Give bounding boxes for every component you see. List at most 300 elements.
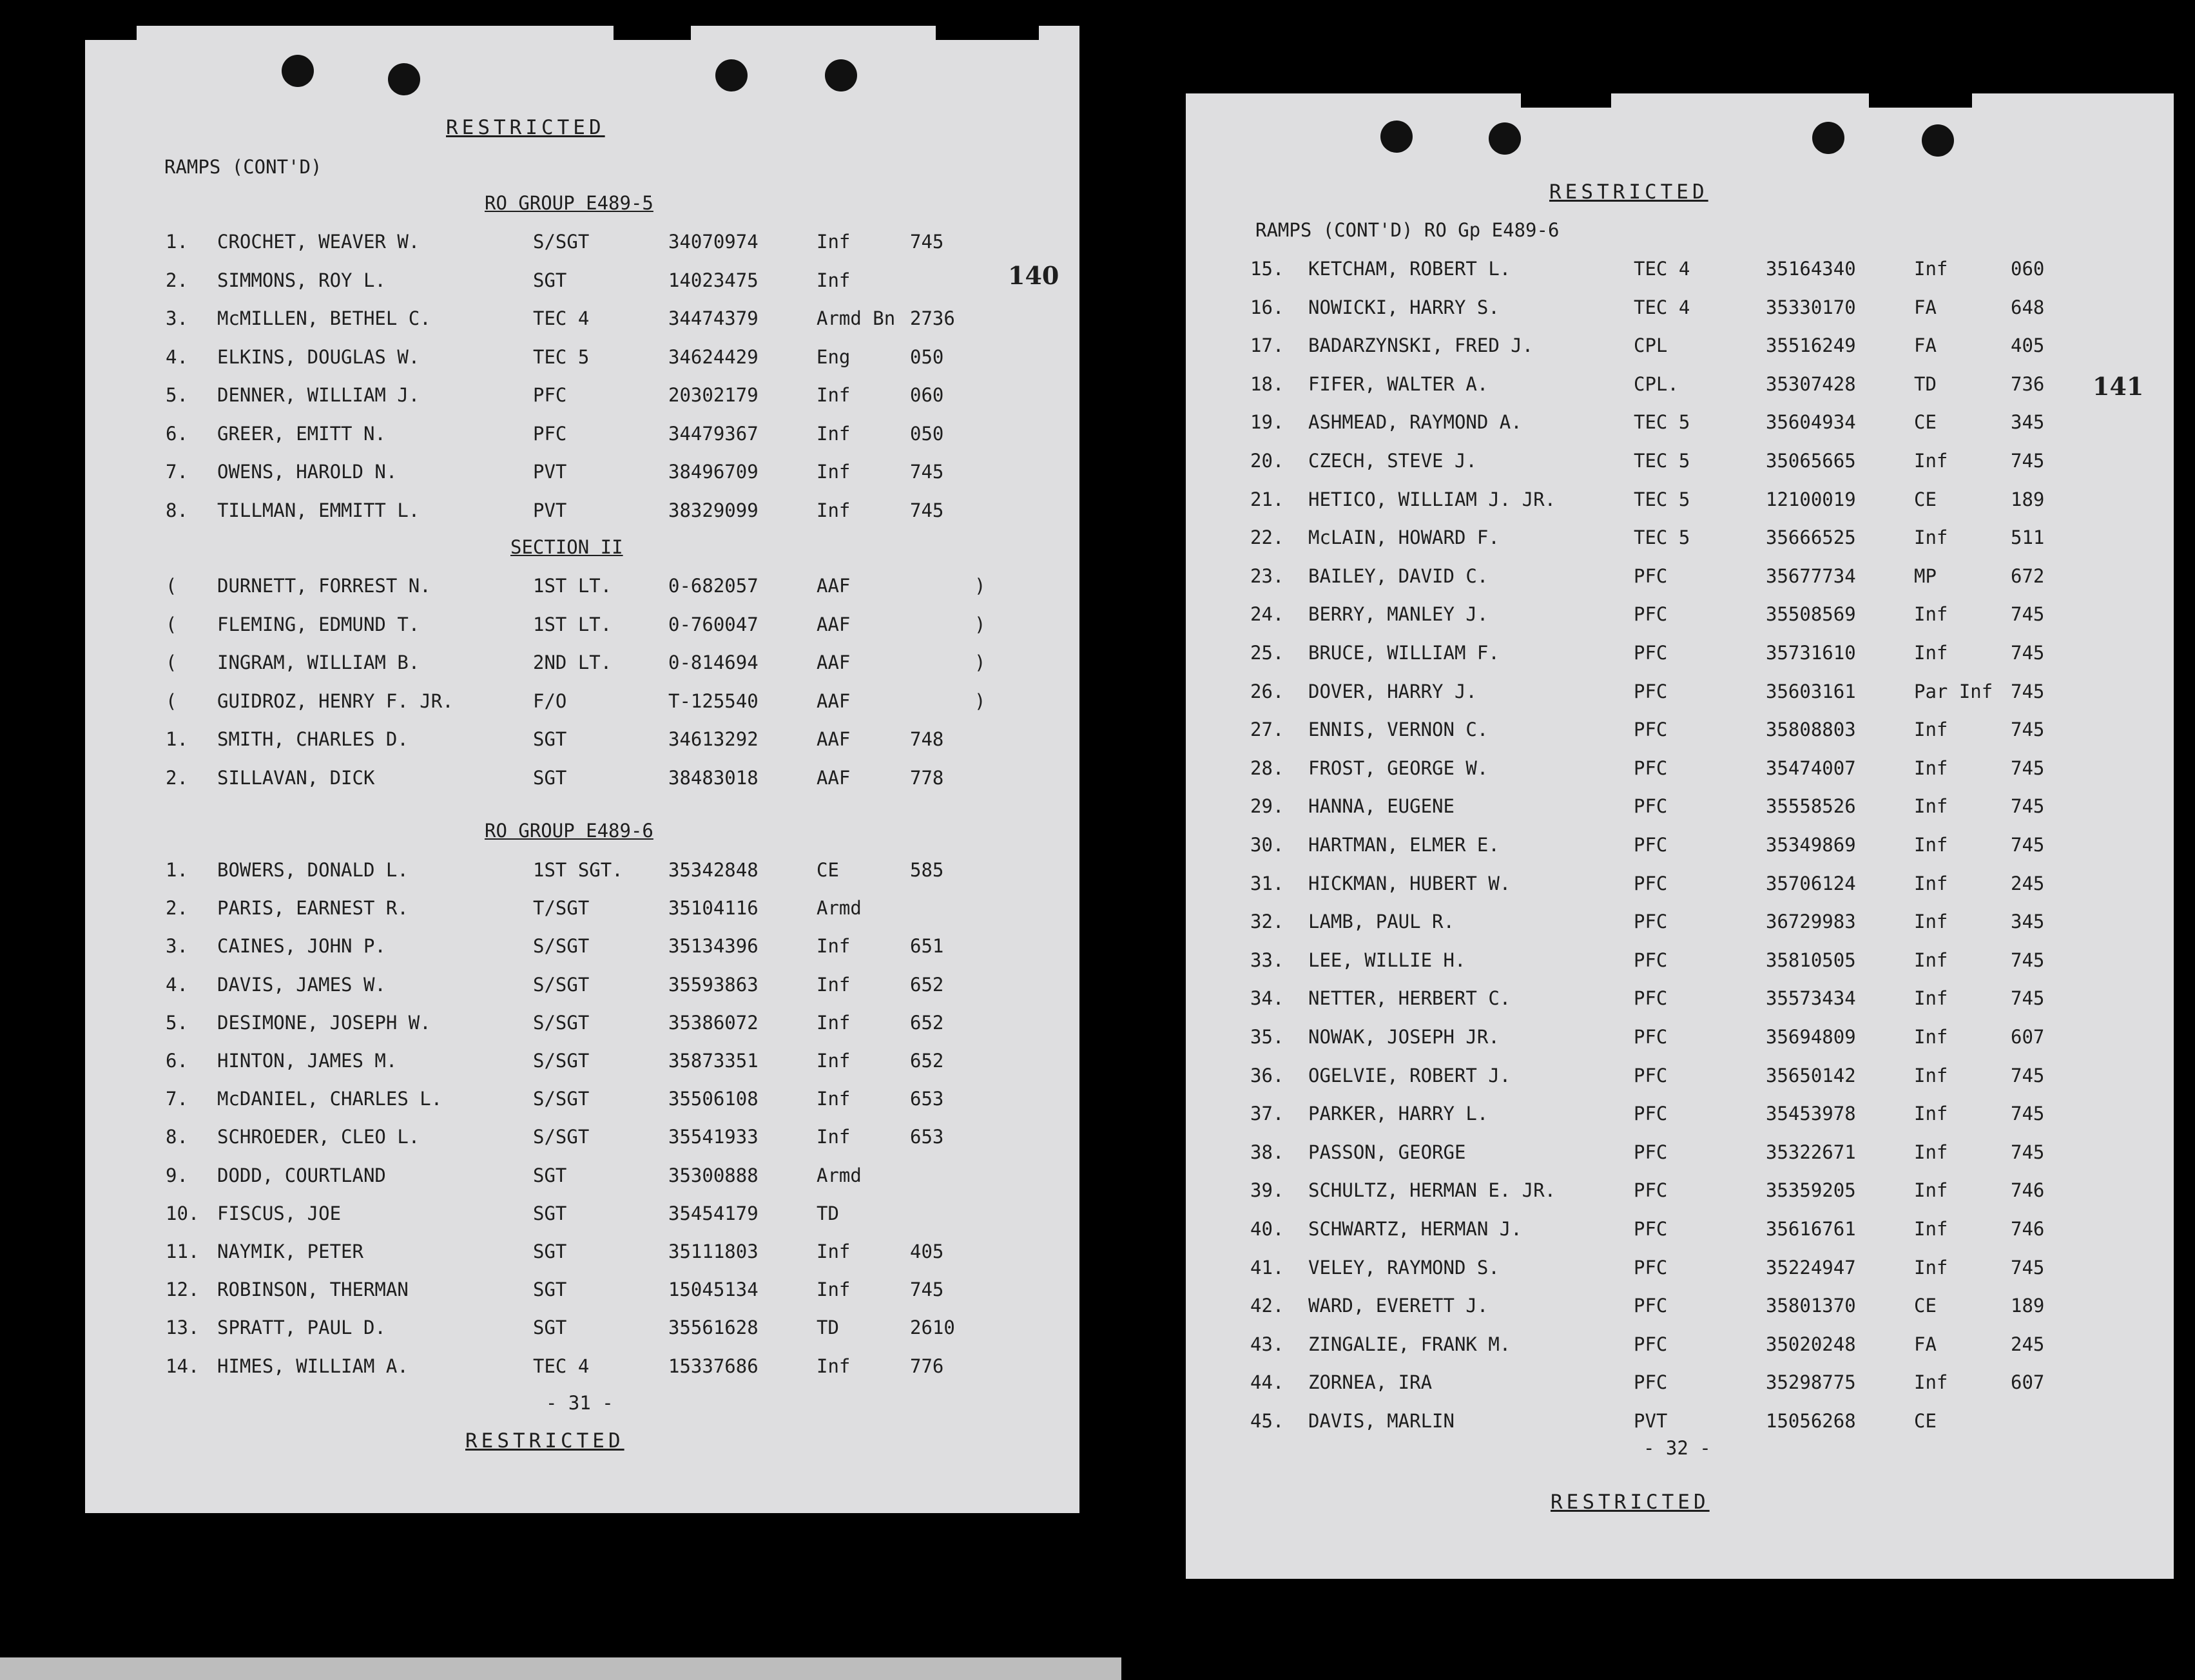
roster-serial-cell: 35810505 <box>1766 949 1856 971</box>
roster-row <box>1186 258 2174 284</box>
roster-rank-cell: SGT <box>533 1241 567 1262</box>
roster-code-cell: 652 <box>910 1011 944 1034</box>
roster-unit-cell: FA <box>1914 296 1937 318</box>
roster-row <box>85 423 1079 449</box>
roster-unit-cell: Inf <box>817 1088 851 1110</box>
roster-row <box>1186 1371 2174 1397</box>
roster-code-cell: 745 <box>2011 450 2045 472</box>
roster-row <box>85 499 1079 525</box>
roster-name-cell: NOWICKI, HARRY S. <box>1308 296 1500 318</box>
roster-rank-cell: S/SGT <box>533 1126 590 1148</box>
roster-serial-cell: 0-814694 <box>668 652 759 673</box>
roster-rank-cell: PFC <box>1634 1141 1668 1163</box>
roster-name-cell: OWENS, HAROLD N. <box>217 461 398 483</box>
roster-serial-cell: 35359205 <box>1766 1179 1856 1202</box>
roster-row <box>85 1317 1079 1342</box>
roster-row <box>1186 987 2174 1013</box>
roster-row <box>85 384 1079 410</box>
roster-serial-cell: 20302179 <box>668 384 759 406</box>
ramps-heading: RAMPS (CONT'D) RO Gp E489-6 <box>1255 219 1560 241</box>
roster-name-cell: SMITH, CHARLES D. <box>217 728 409 750</box>
roster-name-cell: BRUCE, WILLIAM F. <box>1308 642 1500 664</box>
roster-serial-cell: 35603161 <box>1766 680 1856 702</box>
roster-unit-cell: Inf <box>1914 911 1948 933</box>
roster-serial-cell: 35298775 <box>1766 1371 1856 1394</box>
roster-serial-cell: T-125540 <box>668 690 759 712</box>
roster-unit-cell: Inf <box>1914 642 1948 664</box>
roster-rank-cell: PFC <box>1634 795 1668 818</box>
roster-unit-cell: TD <box>1914 372 1937 395</box>
roster-name-cell: CROCHET, WEAVER W. <box>217 231 420 253</box>
roster-serial-cell: 35104116 <box>668 897 759 920</box>
roster-code-cell: 245 <box>2011 1333 2045 1355</box>
roster-n-cell: 34. <box>1250 987 1284 1010</box>
roster-unit-cell: AAF <box>817 613 851 635</box>
roster-code-cell: 748 <box>910 728 944 750</box>
roster-rank-cell: TEC 4 <box>533 1355 590 1377</box>
roster-row <box>85 1164 1079 1190</box>
roster-serial-cell: 35731610 <box>1766 642 1856 664</box>
roster-unit-cell: Inf <box>817 1126 851 1148</box>
roster-serial-cell: 38329099 <box>668 499 759 521</box>
roster-n-cell: 7. <box>166 1088 188 1110</box>
roster-serial-cell: 35616761 <box>1766 1218 1856 1240</box>
roster-code-cell: 189 <box>2011 1295 2045 1317</box>
roster-row <box>85 1355 1079 1381</box>
roster-n-cell: 33. <box>1250 949 1284 971</box>
roster-name-cell: DOVER, HARRY J. <box>1308 680 1477 702</box>
roster-row <box>1186 1333 2174 1359</box>
roster-unit-cell: FA <box>1914 1333 1937 1355</box>
roster-serial-cell: 36729983 <box>1766 911 1856 933</box>
roster-n-cell: 38. <box>1250 1141 1284 1163</box>
roster-rank-cell: PFC <box>1634 834 1668 856</box>
roster-row <box>85 1050 1079 1076</box>
roster-row <box>85 1279 1079 1304</box>
page-edge-notch <box>1521 93 1611 108</box>
roster-unit-cell: Inf <box>1914 258 1948 280</box>
roster-n-cell: 25. <box>1250 642 1284 664</box>
roster-n-cell: 6. <box>166 422 188 445</box>
roster-n-cell: 12. <box>166 1279 200 1301</box>
roster-row <box>1186 1179 2174 1205</box>
roster-name-cell: BADARZYNSKI, FRED J. <box>1308 334 1534 357</box>
roster-row <box>1186 1141 2174 1167</box>
roster-code-cell: 245 <box>2011 872 2045 894</box>
roster-row <box>1186 373 2174 399</box>
roster-unit-cell: Inf <box>1914 1064 1948 1086</box>
roster-serial-cell: 35454179 <box>668 1202 759 1224</box>
document-page-right <box>1186 93 2174 1579</box>
roster-n-cell: 7. <box>166 461 188 483</box>
roster-name-cell: SPRATT, PAUL D. <box>217 1317 386 1339</box>
restricted-footer: RESTRICTED <box>1551 1491 1710 1514</box>
roster-rank-cell: TEC 4 <box>533 307 590 329</box>
roster-code-cell: 745 <box>2011 1103 2045 1125</box>
roster-code-cell: 745 <box>2011 987 2045 1010</box>
roster-n-cell: 21. <box>1250 488 1284 510</box>
roster-serial-cell: 35164340 <box>1766 258 1856 280</box>
roster-serial-cell: 35307428 <box>1766 372 1856 395</box>
roster-rank-cell: PFC <box>1634 1218 1668 1240</box>
roster-unit-cell: Armd Bn <box>817 307 896 329</box>
roster-rank-cell: TEC 4 <box>1634 296 1690 318</box>
roster-unit-cell: Inf <box>1914 872 1948 894</box>
roster-unit-cell: Inf <box>817 499 851 521</box>
roster-serial-cell: 14023475 <box>668 269 759 291</box>
roster-code-cell: 189 <box>2011 488 2045 510</box>
roster-n-cell: 20. <box>1250 450 1284 472</box>
roster-name-cell: VELEY, RAYMOND S. <box>1308 1256 1500 1279</box>
roster-n-cell: 30. <box>1250 834 1284 856</box>
roster-code-cell: 653 <box>910 1088 944 1110</box>
roster-unit-cell: AAF <box>817 766 851 789</box>
roster-name-cell: NAYMIK, PETER <box>217 1241 363 1262</box>
roster-unit-cell: Inf <box>1914 450 1948 472</box>
roster-rank-cell: 2ND LT. <box>533 652 612 673</box>
roster-rank-cell: PFC <box>1634 1333 1668 1355</box>
roster-row <box>1186 1218 2174 1244</box>
roster-rank-cell: PFC <box>1634 987 1668 1010</box>
roster-name-cell: ROBINSON, THERMAN <box>217 1279 409 1301</box>
roster-unit-cell: Inf <box>817 1279 851 1301</box>
roster-name-cell: HANNA, EUGENE <box>1308 795 1455 818</box>
roster-row <box>85 652 1079 677</box>
page-number: 140 <box>1008 261 1059 290</box>
roster-name-cell: ZORNEA, IRA <box>1308 1371 1433 1394</box>
roster-rank-cell: PFC <box>1634 642 1668 664</box>
roster-rank-cell: PFC <box>1634 1295 1668 1317</box>
roster-close-cell: ) <box>974 613 986 635</box>
roster-n-cell: 35. <box>1250 1026 1284 1048</box>
roster-row <box>1186 565 2174 591</box>
roster-unit-cell: Armd <box>817 897 862 920</box>
roster-rank-cell: PFC <box>1634 603 1668 626</box>
roster-code-cell: 745 <box>2011 757 2045 779</box>
roster-unit-cell: Inf <box>817 422 851 445</box>
roster-row <box>85 1012 1079 1038</box>
roster-code-cell: 607 <box>2011 1371 2045 1394</box>
roster-row <box>1186 488 2174 514</box>
roster-name-cell: SCHWARTZ, HERMAN J. <box>1308 1218 1522 1240</box>
roster-name-cell: ELKINS, DOUGLAS W. <box>217 345 420 368</box>
roster-code-cell: 672 <box>2011 565 2045 587</box>
roster-n-cell: 19. <box>1250 411 1284 434</box>
roster-rank-cell: PFC <box>1634 1256 1668 1279</box>
roster-name-cell: ENNIS, VERNON C. <box>1308 719 1489 741</box>
roster-rank-cell: PFC <box>533 384 567 406</box>
roster-rank-cell: SGT <box>533 1317 567 1339</box>
roster-code-cell: 648 <box>2011 296 2045 318</box>
roster-serial-cell: 34474379 <box>668 307 759 329</box>
roster-n-cell: 27. <box>1250 719 1284 741</box>
roster-close-cell: ) <box>974 652 986 673</box>
roster-name-cell: INGRAM, WILLIAM B. <box>217 652 420 673</box>
roster-serial-cell: 35666525 <box>1766 526 1856 549</box>
roster-unit-cell: CE <box>1914 1410 1937 1432</box>
roster-serial-cell: 35801370 <box>1766 1295 1856 1317</box>
roster-n-cell: 17. <box>1250 334 1284 357</box>
roster-n-cell: 15. <box>1250 258 1284 280</box>
roster-serial-cell: 35474007 <box>1766 757 1856 779</box>
punch-hole <box>282 55 314 87</box>
roster-name-cell: HARTMAN, ELMER E. <box>1308 834 1500 856</box>
roster-serial-cell: 35065665 <box>1766 450 1856 472</box>
roster-row <box>85 1088 1079 1114</box>
roster-n-cell: ( <box>166 690 177 712</box>
roster-rank-cell: S/SGT <box>533 973 590 996</box>
roster-serial-cell: 35558526 <box>1766 795 1856 818</box>
roster-rank-cell: T/SGT <box>533 897 590 920</box>
page-number: 141 <box>2093 372 2144 401</box>
roster-name-cell: McMILLEN, BETHEL C. <box>217 307 431 329</box>
roster-name-cell: PARKER, HARRY L. <box>1308 1103 1489 1125</box>
roster-serial-cell: 35706124 <box>1766 872 1856 894</box>
roster-rank-cell: PFC <box>1634 911 1668 933</box>
roster-row <box>85 1241 1079 1266</box>
roster-n-cell: 31. <box>1250 872 1284 894</box>
roster-unit-cell: Inf <box>1914 1218 1948 1240</box>
roster-serial-cell: 35604934 <box>1766 411 1856 434</box>
roster-n-cell: 2. <box>166 269 188 291</box>
page-edge-notch <box>614 26 691 40</box>
punch-hole <box>715 59 748 92</box>
roster-code-cell: 745 <box>2011 795 2045 818</box>
roster-row <box>85 767 1079 793</box>
roster-name-cell: LAMB, PAUL R. <box>1308 911 1455 933</box>
roster-row <box>1186 526 2174 552</box>
roster-name-cell: ASHMEAD, RAYMOND A. <box>1308 411 1522 434</box>
roster-code-cell: 746 <box>2011 1179 2045 1202</box>
roster-name-cell: GUIDROZ, HENRY F. JR. <box>217 690 454 712</box>
roster-n-cell: 8. <box>166 1126 188 1148</box>
roster-unit-cell: Inf <box>817 269 851 291</box>
roster-row <box>85 613 1079 639</box>
roster-name-cell: FISCUS, JOE <box>217 1202 342 1224</box>
roster-row <box>1186 911 2174 936</box>
roster-row <box>1186 296 2174 322</box>
roster-serial-cell: 35541933 <box>668 1126 759 1148</box>
roster-unit-cell: TD <box>817 1317 839 1339</box>
roster-unit-cell: Inf <box>817 1011 851 1034</box>
roster-name-cell: ZINGALIE, FRANK M. <box>1308 1333 1511 1355</box>
group-heading: RO GROUP E489-5 <box>485 192 653 214</box>
roster-serial-cell: 34613292 <box>668 728 759 750</box>
roster-name-cell: DAVIS, JAMES W. <box>217 973 386 996</box>
roster-row <box>1186 603 2174 629</box>
roster-name-cell: SCHROEDER, CLEO L. <box>217 1126 420 1148</box>
roster-rank-cell: SGT <box>533 1164 567 1186</box>
roster-n-cell: ( <box>166 652 177 673</box>
roster-serial-cell: 35508569 <box>1766 603 1856 626</box>
roster-row <box>1186 450 2174 476</box>
roster-n-cell: 29. <box>1250 795 1284 818</box>
roster-unit-cell: AAF <box>817 728 851 750</box>
roster-row <box>1186 719 2174 744</box>
roster-n-cell: 1. <box>166 859 188 881</box>
roster-unit-cell: Armd <box>817 1164 862 1186</box>
roster-n-cell: 3. <box>166 307 188 329</box>
page-folio: - 32 - <box>1643 1437 1711 1459</box>
roster-n-cell: ( <box>166 613 177 635</box>
roster-rank-cell: TEC 5 <box>1634 488 1690 510</box>
document-page-left <box>85 26 1079 1513</box>
roster-code-cell: 2610 <box>910 1317 955 1339</box>
roster-code-cell: 2736 <box>910 307 955 329</box>
roster-code-cell: 745 <box>910 499 944 521</box>
roster-code-cell: 345 <box>2011 411 2045 434</box>
roster-unit-cell: Inf <box>1914 719 1948 741</box>
roster-rank-cell: PVT <box>533 499 567 521</box>
roster-code-cell: 050 <box>910 345 944 368</box>
roster-n-cell: 40. <box>1250 1218 1284 1240</box>
restricted-header: RESTRICTED <box>446 116 605 139</box>
roster-code-cell: 745 <box>2011 949 2045 971</box>
roster-n-cell: 32. <box>1250 911 1284 933</box>
roster-serial-cell: 0-760047 <box>668 613 759 635</box>
roster-row <box>1186 1257 2174 1282</box>
roster-unit-cell: Inf <box>1914 526 1948 549</box>
roster-serial-cell: 35650142 <box>1766 1064 1856 1086</box>
roster-row <box>85 269 1079 295</box>
roster-rank-cell: PFC <box>1634 719 1668 741</box>
roster-code-cell: 776 <box>910 1355 944 1377</box>
roster-rank-cell: 1ST SGT. <box>533 859 623 881</box>
roster-rank-cell: PFC <box>1634 680 1668 702</box>
roster-name-cell: HETICO, WILLIAM J. JR. <box>1308 488 1556 510</box>
roster-name-cell: DODD, COURTLAND <box>217 1164 386 1186</box>
roster-name-cell: HINTON, JAMES M. <box>217 1050 398 1072</box>
roster-name-cell: FIFER, WALTER A. <box>1308 372 1489 395</box>
roster-row <box>1186 1103 2174 1128</box>
roster-rank-cell: PFC <box>1634 757 1668 779</box>
roster-name-cell: OGELVIE, ROBERT J. <box>1308 1064 1511 1086</box>
ramps-heading: RAMPS (CONT'D) <box>164 156 322 178</box>
roster-rank-cell: TEC 5 <box>1634 526 1690 549</box>
roster-unit-cell: CE <box>1914 1295 1937 1317</box>
roster-serial-cell: 35573434 <box>1766 987 1856 1010</box>
roster-serial-cell: 35593863 <box>668 973 759 996</box>
roster-unit-cell: Inf <box>817 1050 851 1072</box>
roster-rank-cell: 1ST LT. <box>533 575 612 597</box>
roster-name-cell: NETTER, HERBERT C. <box>1308 987 1511 1010</box>
roster-code-cell: 745 <box>2011 642 2045 664</box>
roster-name-cell: PASSON, GEORGE <box>1308 1141 1466 1163</box>
roster-name-cell: SIMMONS, ROY L. <box>217 269 386 291</box>
roster-code-cell: 060 <box>910 384 944 406</box>
roster-row <box>85 859 1079 885</box>
roster-rank-cell: PVT <box>1634 1410 1668 1432</box>
restricted-header: RESTRICTED <box>1549 180 1708 204</box>
roster-unit-cell: Par Inf <box>1914 680 1993 702</box>
roster-code-cell: 405 <box>910 1241 944 1262</box>
roster-code-cell: 745 <box>910 231 944 253</box>
roster-row <box>85 690 1079 716</box>
roster-n-cell: 2. <box>166 897 188 920</box>
roster-unit-cell: AAF <box>817 575 851 597</box>
roster-serial-cell: 35873351 <box>668 1050 759 1072</box>
roster-unit-cell: Inf <box>1914 949 1948 971</box>
roster-n-cell: 37. <box>1250 1103 1284 1125</box>
roster-n-cell: 5. <box>166 1011 188 1034</box>
roster-rank-cell: PFC <box>1634 1064 1668 1086</box>
roster-unit-cell: Inf <box>817 231 851 253</box>
roster-n-cell: 45. <box>1250 1410 1284 1432</box>
roster-row <box>1186 834 2174 860</box>
roster-row <box>85 231 1079 256</box>
roster-row <box>85 974 1079 999</box>
roster-n-cell: 2. <box>166 766 188 789</box>
roster-unit-cell: Inf <box>1914 1026 1948 1048</box>
roster-code-cell: 745 <box>2011 719 2045 741</box>
roster-rank-cell: S/SGT <box>533 935 590 958</box>
roster-row <box>85 346 1079 372</box>
roster-serial-cell: 34479367 <box>668 422 759 445</box>
roster-n-cell: 5. <box>166 384 188 406</box>
roster-row <box>85 461 1079 487</box>
roster-rank-cell: S/SGT <box>533 1050 590 1072</box>
roster-name-cell: McLAIN, HOWARD F. <box>1308 526 1500 549</box>
roster-row <box>1186 949 2174 975</box>
roster-unit-cell: Inf <box>817 973 851 996</box>
roster-row <box>1186 757 2174 783</box>
roster-unit-cell: Inf <box>1914 1141 1948 1163</box>
roster-code-cell: 511 <box>2011 526 2045 549</box>
roster-row <box>1186 1065 2174 1090</box>
roster-unit-cell: Inf <box>1914 1103 1948 1125</box>
roster-serial-cell: 35516249 <box>1766 334 1856 357</box>
roster-serial-cell: 15045134 <box>668 1279 759 1301</box>
roster-row <box>85 307 1079 333</box>
roster-n-cell: 8. <box>166 499 188 521</box>
roster-row <box>1186 1295 2174 1320</box>
roster-code-cell: 745 <box>910 461 944 483</box>
roster-rank-cell: PFC <box>1634 1179 1668 1202</box>
roster-serial-cell: 35342848 <box>668 859 759 881</box>
roster-unit-cell: CE <box>1914 411 1937 434</box>
roster-rank-cell: PFC <box>1634 1371 1668 1394</box>
punch-hole <box>1489 122 1521 155</box>
roster-rank-cell: PVT <box>533 461 567 483</box>
roster-serial-cell: 38483018 <box>668 766 759 789</box>
roster-code-cell: 745 <box>2011 603 2045 626</box>
roster-code-cell: 651 <box>910 935 944 958</box>
roster-rank-cell: F/O <box>533 690 567 712</box>
roster-unit-cell: Inf <box>1914 834 1948 856</box>
punch-hole <box>1812 122 1844 154</box>
roster-rank-cell: SGT <box>533 1202 567 1224</box>
roster-n-cell: 24. <box>1250 603 1284 626</box>
roster-n-cell: 26. <box>1250 680 1284 702</box>
page-edge-notch <box>936 26 1039 40</box>
roster-serial-cell: 35020248 <box>1766 1333 1856 1355</box>
roster-code-cell: 345 <box>2011 911 2045 933</box>
roster-name-cell: PARIS, EARNEST R. <box>217 897 409 920</box>
roster-name-cell: DESIMONE, JOSEPH W. <box>217 1011 431 1034</box>
roster-n-cell: 42. <box>1250 1295 1284 1317</box>
roster-code-cell: 585 <box>910 859 944 881</box>
roster-rank-cell: TEC 5 <box>533 345 590 368</box>
roster-name-cell: CZECH, STEVE J. <box>1308 450 1477 472</box>
roster-code-cell: 745 <box>2011 680 2045 702</box>
roster-name-cell: LEE, WILLIE H. <box>1308 949 1466 971</box>
roster-n-cell: ( <box>166 575 177 597</box>
roster-rank-cell: CPL. <box>1634 372 1679 395</box>
roster-unit-cell: TD <box>817 1202 839 1224</box>
roster-rank-cell: SGT <box>533 728 567 750</box>
page-folio: - 31 - <box>546 1392 614 1414</box>
roster-code-cell: 607 <box>2011 1026 2045 1048</box>
